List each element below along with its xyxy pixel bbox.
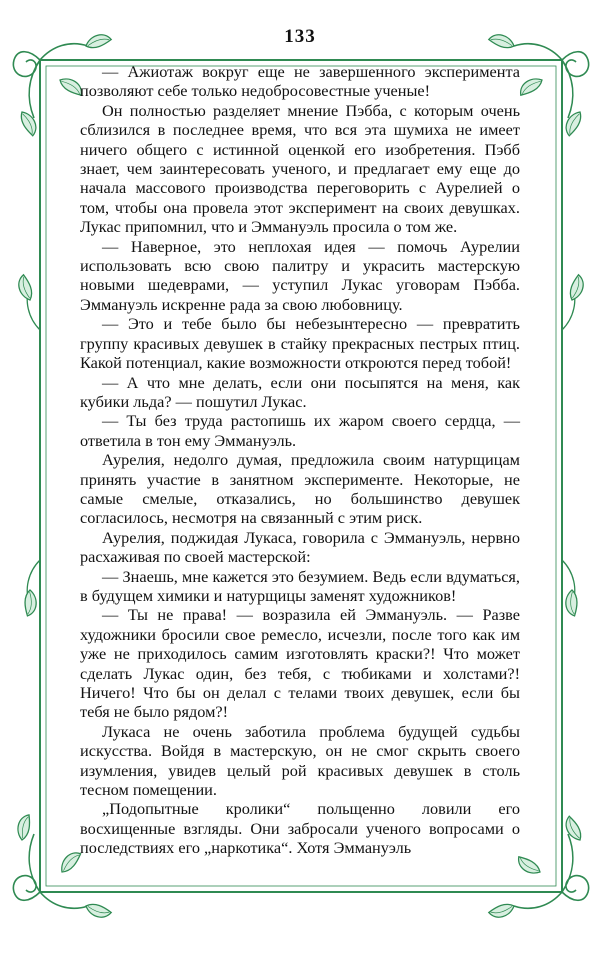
paragraph: Аурелия, недолго думая, предложила своим натурщицам принять участие в занятном эксперименте. Некоторые, не самые смелые, отказались, но большинство девушек согласилось, несмотря на связанный с этим риск. bbox=[80, 450, 520, 528]
paragraph: „Подопытные кролики“ польщенно ловили его восхищенные взгляды. Они забросали ученого вопросами о последствиях его „наркотика“. Хотя Эммануэль bbox=[80, 799, 520, 858]
paragraph: — Наверное, это неплохая идея — помочь Аурелии использовать всю свою палитру и украсить мастерскую новыми шедеврами, — уступил Лукас уговорам Пэбба. Эммануэль искренне рада за свою любовницу. bbox=[80, 236, 520, 314]
body-text bbox=[80, 62, 520, 882]
paragraph: Лукаса не очень заботила проблема будущей судьбы искусства. Войдя в мастерскую, он не смог скрыть своего изумления, увидев целый рой красивых девушек в столь тесном помещении. bbox=[80, 721, 520, 800]
paragraph: Аурелия, поджидая Лукаса, говорила с Эммануэль, нервно расхаживая по своей мастерской: bbox=[80, 527, 520, 567]
paragraph: — Знаешь, мне кажется это безумием. Ведь если вдуматься, в будущем химики и натурщицы заменят художников! bbox=[80, 566, 520, 605]
paragraph: — Ты без труда растопишь их жаром своего сердца, — ответила в тон ему Эммануэль. bbox=[80, 411, 520, 450]
paragraph: Он полностью разделяет мнение Пэбба, с которым очень сблизился в последнее время, что вся эта шумиха не имеет ничего общего с истинной оценкой его изобретения. Пэбб знает, чем заинтересовать ученого, и предлагает ему еще до начала массового производства переговорить с Аурелией о том, чтобы она провела этот эксперимент на своих девушках. Лукас припомнил, что и Эммануэль просила о том же. bbox=[80, 100, 520, 237]
paragraph: — Ажиотаж вокруг еще не завершенного эксперимента позволяют себе только недобросовестные ученые! bbox=[80, 62, 520, 101]
page-number: 133 bbox=[284, 26, 316, 47]
paragraph: — Это и тебе было бы небезынтересно — превратить группу красивых девушек в стайку прекрасных пестрых птиц. Какой потенциал, какие возможности откроются перед тобой! bbox=[80, 314, 520, 373]
paragraph: — Ты не права! — возразила ей Эммануэль. — Разве художники бросили свое ремесло, исчезли, после того как им уже не приходилось самим изготовлять краски?! Что может сделать Лукас один, без тебя, с тюбиками и холстами?! Ничего! Что бы он делал с телами твоих девушек, если бы тебя не было рядом?! bbox=[80, 605, 520, 722]
paragraph: — А что мне делать, если они посыпятся на меня, как кубики льда? — пошутил Лукас. bbox=[80, 372, 520, 411]
